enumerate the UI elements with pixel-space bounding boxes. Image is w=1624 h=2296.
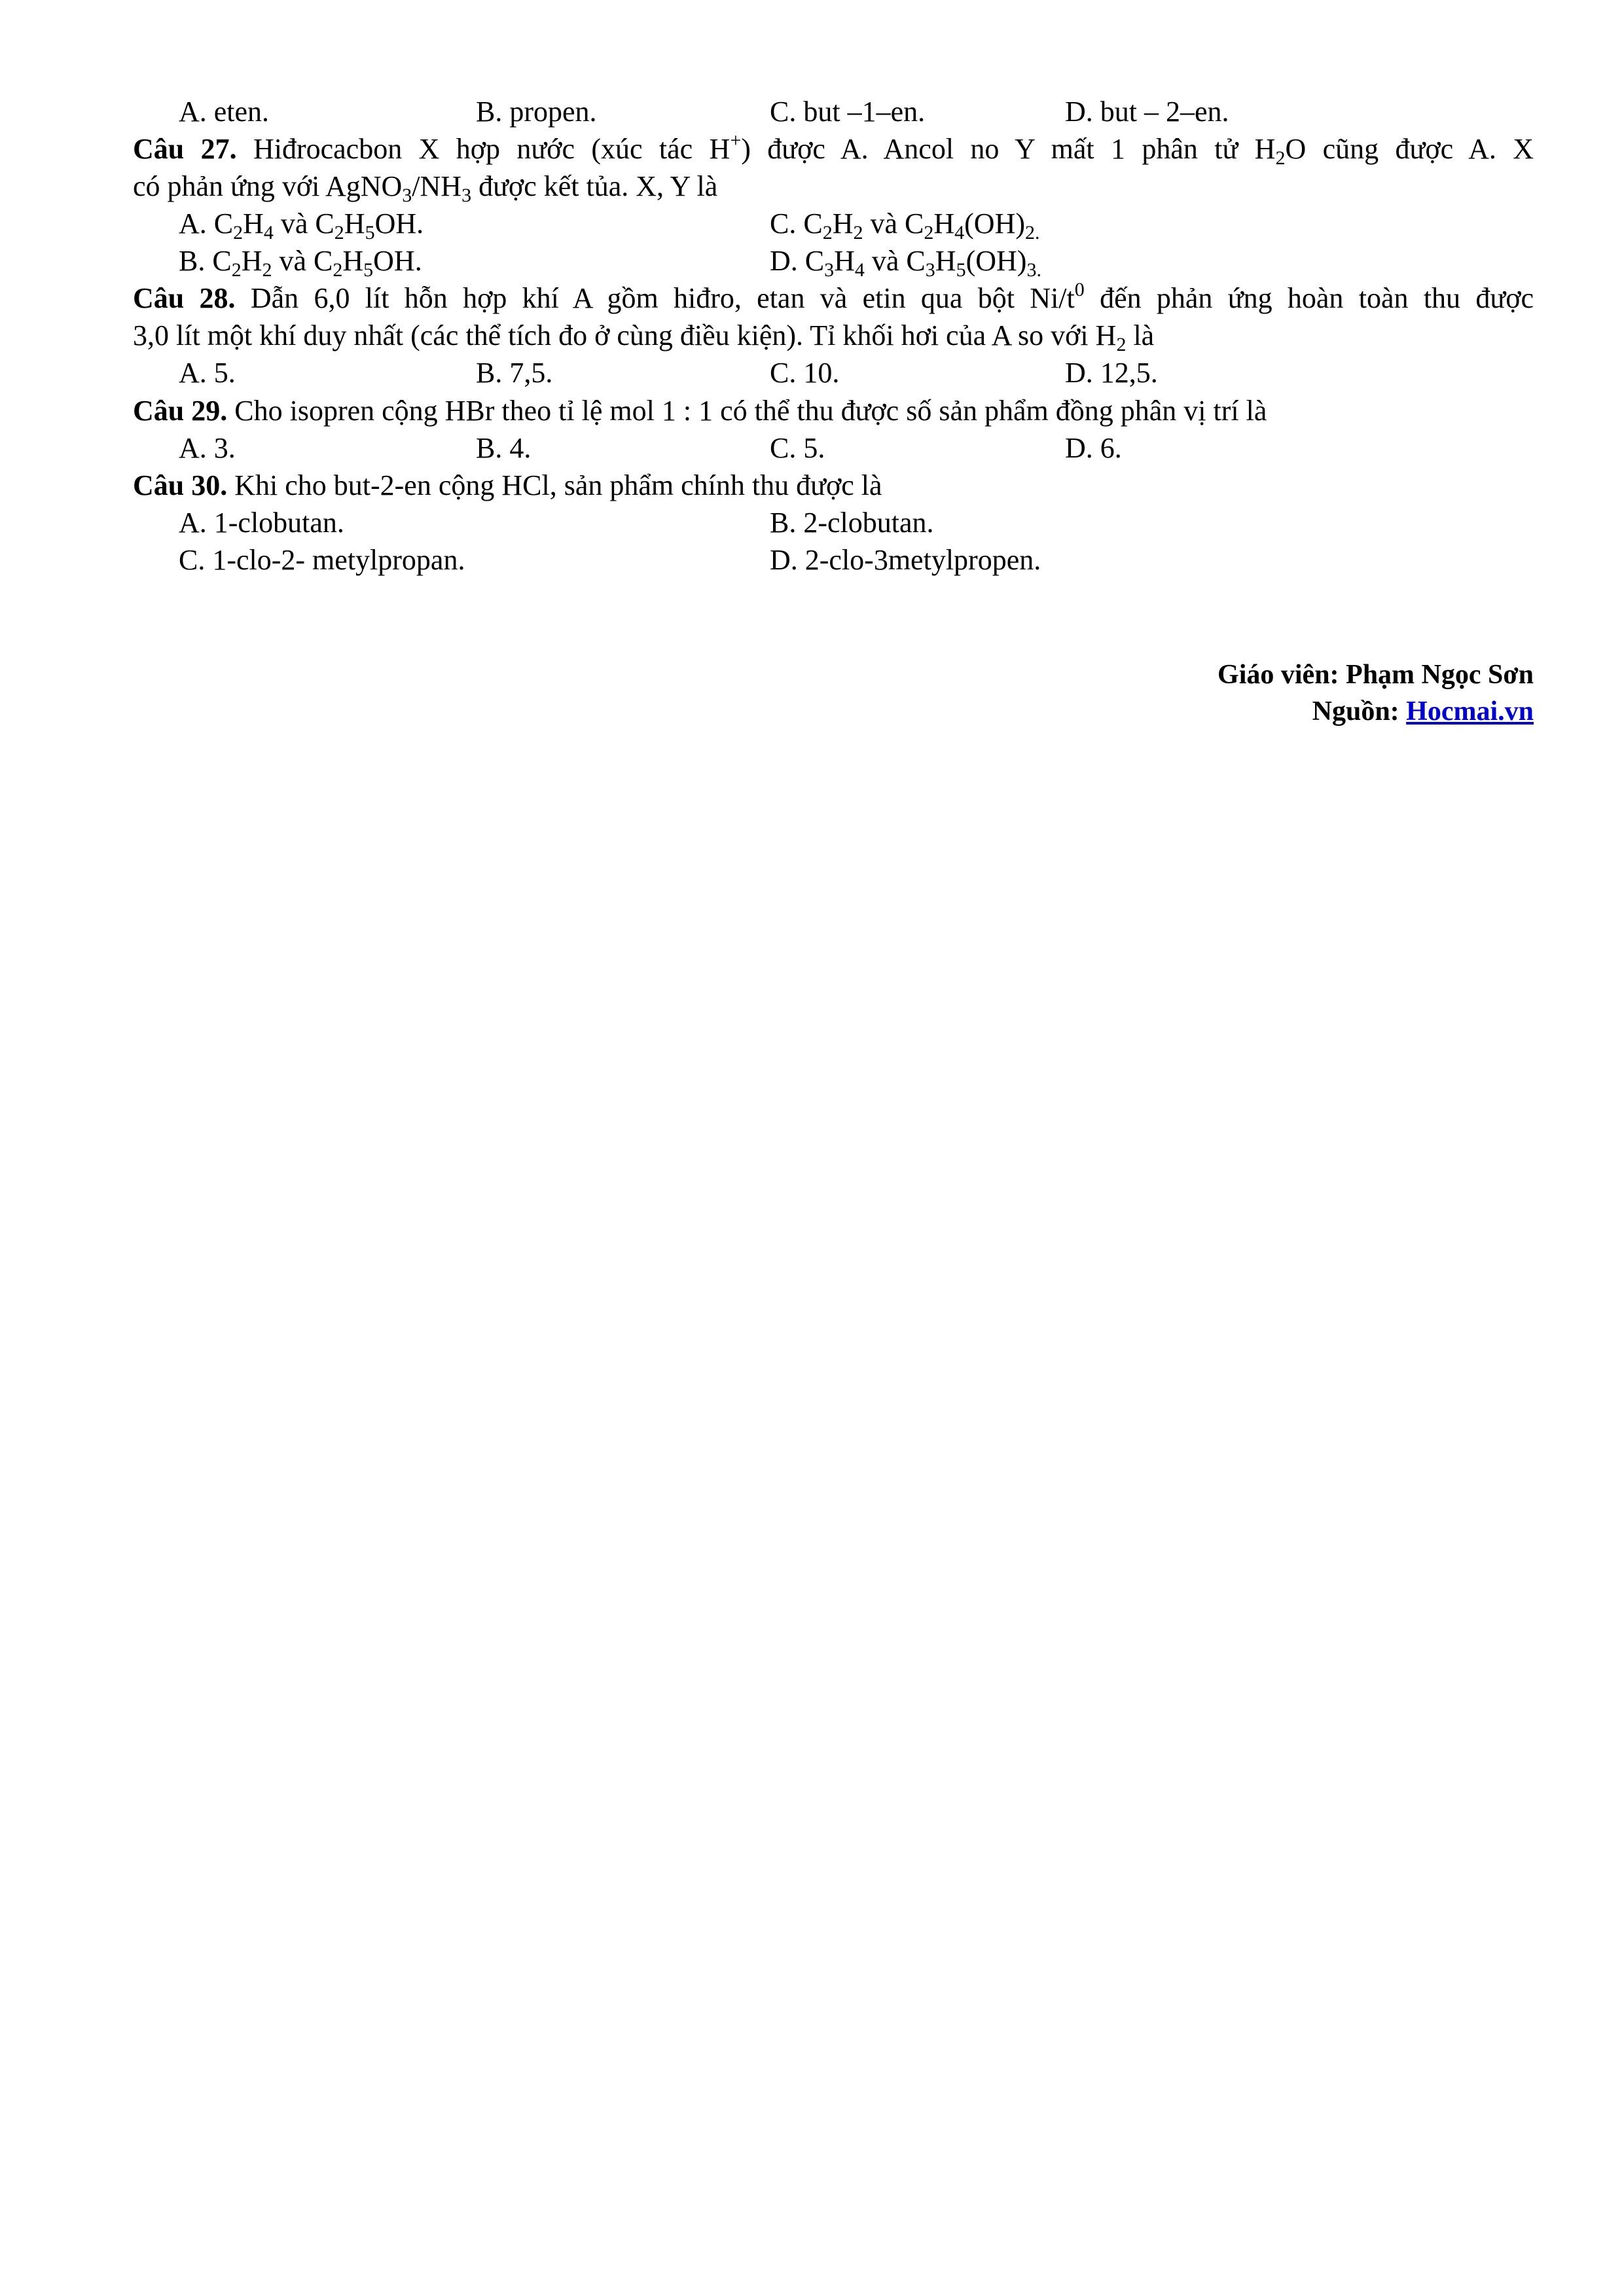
q28-line-1: Câu 28. Dẫn 6,0 lít hỗn hợp khí A gồm hiđro, etan và etin qua bột $Ni/t^0$ đến phản ứng hoàn toàn thu được xyxy=(133,279,1534,314)
source-credit: Nguồn: Hocmai.vn xyxy=(1312,696,1534,726)
q27-option-c: C. $C_2H_2$ và $C_2H_4(OH)_{2.}$ xyxy=(770,207,1040,243)
q27-option-b: B. $C_2H_2$ và $C_2H_5OH$. xyxy=(179,245,422,281)
q28-line-2: 3,0 lít một khí duy nhất (các thể tích đo ở cùng điều kiện). Tỉ khối hơi của A so với $H_2$ là xyxy=(133,319,1155,355)
q30-option-a: A. 1-clobutan. xyxy=(179,507,344,539)
q30-option-d: D. 2-clo-3metylpropen. xyxy=(770,544,1041,576)
q26-option-b: B. propen. xyxy=(476,96,597,128)
q28-option-a: A. 5. xyxy=(179,357,236,389)
q30-option-b: B. 2-clobutan. xyxy=(770,507,934,539)
q26-option-a: A. eten. xyxy=(179,96,270,128)
q26-option-c: C. but –1–en. xyxy=(770,96,926,128)
q28-option-c: C. 10. xyxy=(770,357,840,389)
q29-label: Câu 29. xyxy=(133,395,228,427)
q28-option-d: D. 12,5. xyxy=(1065,357,1158,389)
q29-option-c: C. 5. xyxy=(770,432,825,464)
source-link[interactable]: Hocmai.vn xyxy=(1406,696,1534,726)
q27-line-1: Câu 27. Hiđrocacbon X hợp nước (xúc tác H+) được A. Ancol no Y mất 1 phân tử $H_2O$ cũng được A. X xyxy=(133,130,1534,169)
q30-option-c: C. 1-clo-2- metylpropan. xyxy=(179,544,465,576)
q29-option-d: D. 6. xyxy=(1065,432,1122,464)
teacher-credit: Giáo viên: Phạm Ngọc Sơn xyxy=(1218,660,1534,690)
q26-option-d: D. but – 2–en. xyxy=(1065,96,1229,128)
q29-option-a: A. 3. xyxy=(179,432,236,464)
q29-option-b: B. 4. xyxy=(476,432,532,464)
q30-line-1: Câu 30. Khi cho but-2-en cộng HCl, sản phẩm chính thu được là xyxy=(133,469,882,501)
q30-label: Câu 30. xyxy=(133,469,228,501)
q28-label: Câu 28. xyxy=(133,282,236,314)
q27-option-d: D. $C_3H_4$ và $C_3H_5(OH)_{3.}$ xyxy=(770,245,1041,281)
q27-label: Câu 27. xyxy=(133,133,237,165)
q28-option-b: B. 7,5. xyxy=(476,357,553,389)
q27-option-a: A. $C_2H_4$ và $C_2H_5OH$. xyxy=(179,207,424,243)
q27-line-2: có phản ứng với $AgNO_3/NH_3$ được kết tủa. X, Y là xyxy=(133,170,718,206)
q29-line-1: Câu 29. Cho isopren cộng HBr theo tỉ lệ mol 1 : 1 có thể thu được số sản phẩm đồng phân vị trí là xyxy=(133,395,1267,427)
